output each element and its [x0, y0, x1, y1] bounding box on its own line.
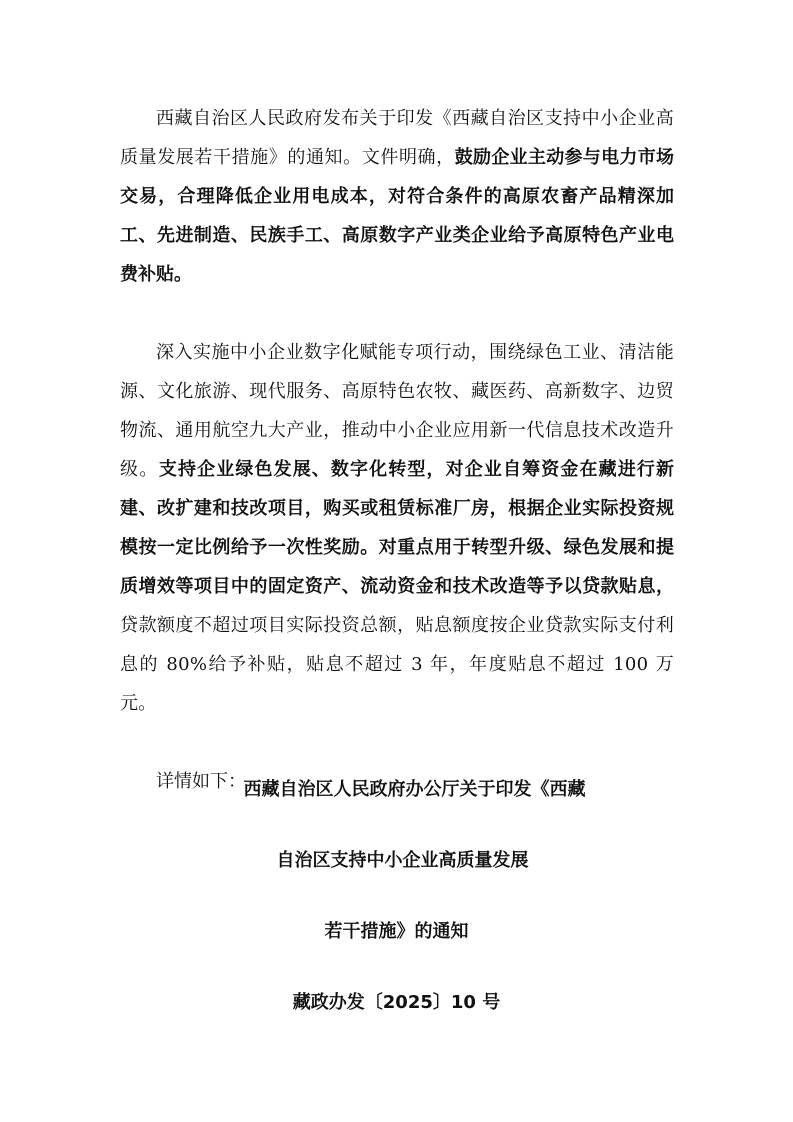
paragraph-2-bold-text: 支持企业绿色发展、数字化转型，对企业自筹资金在藏进行新建、改扩建和技改项目，购买或租赁标准厂房，根据企业实际投资规模按一定比例给予一次性奖励。对重点用于转型升级、绿色发展和提质增效等项目中的固定资产、流动资金和技术改造等予以贷款贴息， — [120, 459, 674, 597]
paragraph-spacer — [120, 723, 674, 762]
document-number: 藏政办发〔2025〕10 号 — [292, 992, 501, 1013]
details-intro: 详情如下： — [156, 771, 246, 792]
notice-title-block — [0, 772, 793, 1056]
paragraph-spacer — [120, 294, 674, 333]
paragraph-digital-empowerment — [120, 333, 674, 723]
notice-title-line-2: 自治区支持中小企业高质量发展 — [276, 850, 529, 871]
paragraph-2-tail-text: 贷款额度不超过项目实际投资总额，贴息额度按企业贷款实际支付利息的 80%给予补贴，贴息不超过 3 年，年度贴息不超过 100 万元。 — [120, 615, 674, 714]
notice-title-line-3: 若干措施》的通知 — [324, 921, 469, 942]
paragraph-electricity-subsidy — [120, 99, 674, 294]
paragraph-1-intro-text: 西藏自治区人民政府发布关于印发《西藏自治区支持中小企业高质量发展若干措施》的通知。文件明确， — [120, 108, 674, 168]
paragraph-2-intro-text: 深入实施中小企业数字化赋能专项行动，围绕绿色工业、清洁能源、文化旅游、现代服务、高原特色农牧、藏医药、高新数字、边贸物流、通用航空九大产业，推动中小企业应用新一代信息技术改造升级。 — [120, 342, 674, 480]
paragraph-1-bold-text: 鼓励企业主动参与电力市场交易，合理降低企业用电成本，对符合条件的高原农畜产品精深加工、先进制造、民族手工、高原数字产业类企业给予高原特色产业电费补贴。 — [120, 147, 674, 285]
notice-title-line-1: 西藏自治区人民政府办公厅关于印发《西藏 — [243, 779, 586, 800]
document-body — [120, 99, 674, 801]
